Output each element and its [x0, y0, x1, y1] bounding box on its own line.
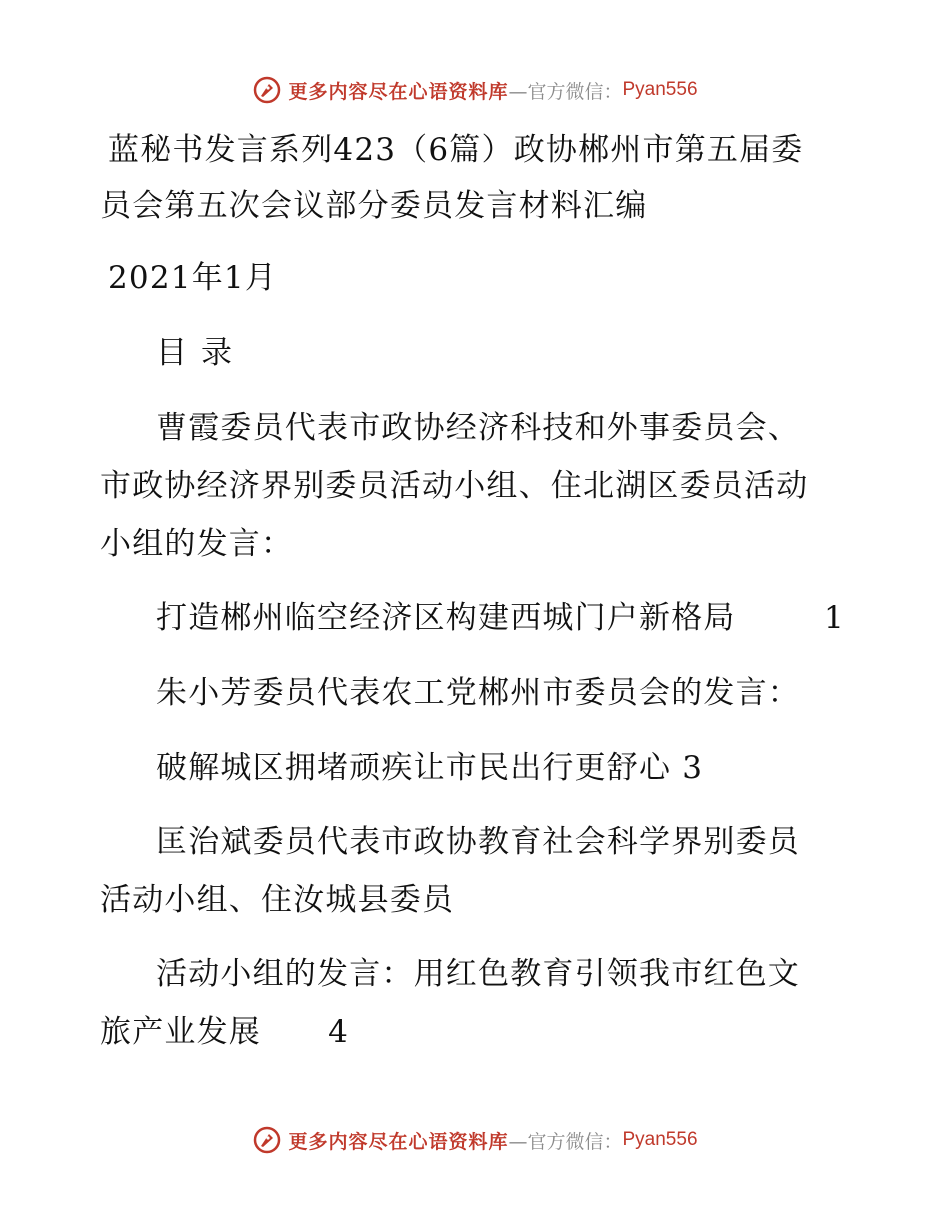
toc-heading: 目录: [156, 335, 246, 371]
toc-entry-2-line-1: 朱小芳委员代表农工党郴州市委员会的发言：: [156, 675, 800, 711]
pen-nib-circle-icon: [252, 75, 282, 105]
watermark-main-text: 更多内容尽在心语资料库: [288, 80, 509, 103]
watermark-footer: [0, 1120, 950, 1160]
toc-item-1[interactable]: [156, 598, 950, 638]
toc-entry-3-line-2: 活动小组、住汝城县委员: [100, 882, 455, 918]
toc-page-number: 1: [824, 600, 845, 636]
toc-entry-1-line-1: 曹霞委员代表市政协经济科技和外事委员会、: [156, 410, 800, 446]
watermark-separator-text: —官方微信：: [508, 80, 623, 103]
toc-item-title: 打造郴州临空经济区构建西城门户新格局: [156, 600, 736, 636]
toc-item-3-line-1[interactable]: 活动小组的发言：用红色教育引领我市红色文: [156, 956, 800, 992]
toc-page-number: 4: [328, 1014, 349, 1050]
toc-page-number: 3: [682, 750, 704, 786]
document-title-line-2: 员会第五次会议部分委员发言材料汇编: [100, 188, 648, 224]
toc-item-2[interactable]: [156, 748, 950, 788]
toc-item-title: 破解城区拥堵顽疾让市民出行更舒心: [156, 750, 672, 786]
document-date: 2021年1月: [108, 260, 278, 296]
watermark-header: [0, 70, 950, 110]
toc-item-3-line-2[interactable]: [100, 1012, 950, 1052]
watermark-main-text: 更多内容尽在心语资料库: [288, 1130, 509, 1153]
document-title-line-1: 蓝秘书发言系列423（6篇）政协郴州市第五届委: [108, 132, 804, 168]
watermark-handle: Pyan556: [622, 79, 698, 100]
toc-entry-1-line-2: 市政协经济界别委员活动小组、住北湖区委员活动: [100, 468, 809, 504]
watermark-handle: Pyan556: [622, 1129, 698, 1150]
toc-entry-3-line-1: 匡治斌委员代表市政协教育社会科学界别委员: [156, 824, 800, 860]
toc-item-title: 旅产业发展: [100, 1014, 261, 1050]
pen-nib-circle-icon: [252, 1125, 282, 1155]
toc-entry-1-line-3: 小组的发言：: [100, 526, 294, 562]
watermark-separator-text: —官方微信：: [508, 1130, 623, 1153]
